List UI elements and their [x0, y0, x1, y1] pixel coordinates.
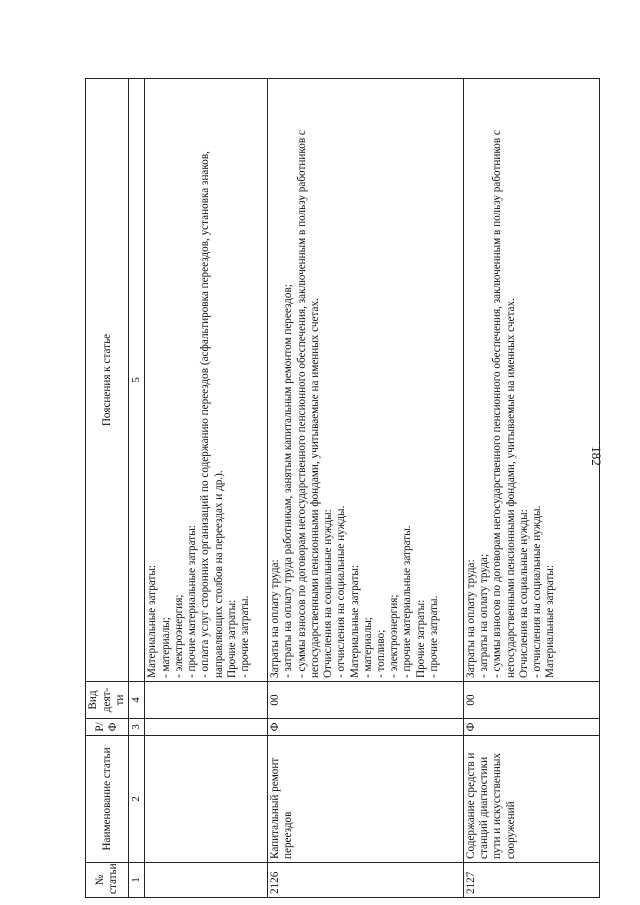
- explanation-line: - материалы;: [361, 617, 374, 678]
- item-name: Капитальный ремонт переездов: [268, 736, 464, 863]
- item-number: 2126: [268, 863, 464, 898]
- item-rf: [145, 719, 268, 736]
- column-number-row: [129, 79, 145, 898]
- header-activity-type: Вид деят-ти: [86, 682, 129, 719]
- explanation-line: Материальные затраты:: [348, 565, 361, 678]
- header-item-number: № статьи: [86, 863, 129, 898]
- column-number: 5: [129, 79, 145, 682]
- item-rf: Ф: [268, 719, 464, 736]
- column-number: 1: [129, 863, 145, 898]
- item-activity: [145, 682, 268, 719]
- header-item-name: Наименование статьи: [86, 736, 129, 863]
- item-explanation: [145, 79, 268, 682]
- table-row: [464, 79, 600, 898]
- explanation-line: - затраты на оплату труда работникам, занятым капитальным ремонтом переездов;: [282, 284, 295, 678]
- explanation-line: Отчисления на социальные нужды:: [517, 509, 530, 678]
- explanation-line: - прочие материальные затраты:: [186, 525, 199, 678]
- explanation-line: - электроэнергия;: [172, 594, 185, 678]
- explanation-line: - прочие материальные затраты.: [401, 525, 414, 678]
- explanation-line: Прочие затраты:: [225, 599, 238, 678]
- page-number: 182: [588, 446, 604, 466]
- item-number: 2127: [464, 863, 600, 898]
- header-row: [86, 79, 129, 898]
- item-name: Содержание средств и станций диагностики пути и искусственных сооружений: [464, 736, 600, 863]
- explanation-line: - отчисления на социальные нужды.: [335, 505, 348, 678]
- explanation-line: Затраты на оплату труда:: [269, 559, 282, 678]
- explanation-line: - электроэнергия;: [388, 594, 401, 678]
- column-number: 2: [129, 736, 145, 863]
- item-explanation: [464, 79, 600, 682]
- explanation-line: - отчисления на социальные нужды.: [531, 505, 544, 678]
- explanation-line: - суммы взносов по договорам негосударственного пенсионного обеспечения, заключенным в пользу работников с негосударственными пенсионными фондами, учитываемые на именных счетах.: [491, 130, 517, 678]
- explanation-line: - прочие затраты.: [427, 595, 440, 678]
- item-rf: Ф: [464, 719, 600, 736]
- explanation-line: - суммы взносов по договорам негосударственного пенсионного обеспечения, заключенным в пользу работников с негосударственными пенсионными фондами, учитываемые на именных счетах.: [295, 130, 321, 678]
- explanation-line: Материальные затраты:: [544, 565, 557, 678]
- item-activity: 00: [268, 682, 464, 719]
- column-number: 4: [129, 682, 145, 719]
- item-explanation: [268, 79, 464, 682]
- item-activity: 00: [464, 682, 600, 719]
- explanation-line: Прочие затраты:: [414, 599, 427, 678]
- explanation-line: - оплата услуг сторонних организаций по содержанию переездов (асфальтировка переездов, установка знаков, направляющих столбов на переездах и др.).: [199, 151, 225, 678]
- header-explanation: Пояснения к статье: [86, 79, 129, 682]
- rotated-table-wrapper: [85, 78, 600, 898]
- table-row: [268, 79, 464, 898]
- explanation-line: - материалы;: [159, 617, 172, 678]
- item-name: [145, 736, 268, 863]
- item-number: [145, 863, 268, 898]
- explanation-line: Затраты на оплату труда:: [465, 559, 477, 678]
- explanation-line: Материальные затраты:: [146, 565, 159, 678]
- header-rf: Р/ Ф: [86, 719, 129, 736]
- column-number: 3: [129, 719, 145, 736]
- explanation-line: Отчисления на социальные нужды:: [322, 509, 335, 678]
- explanation-line: - прочие затраты.: [238, 595, 251, 678]
- explanation-line: - топливо;: [374, 629, 387, 678]
- cost-items-table: [85, 78, 600, 898]
- explanation-line: - затраты на оплату труда;: [478, 554, 491, 678]
- table-row: [145, 79, 268, 898]
